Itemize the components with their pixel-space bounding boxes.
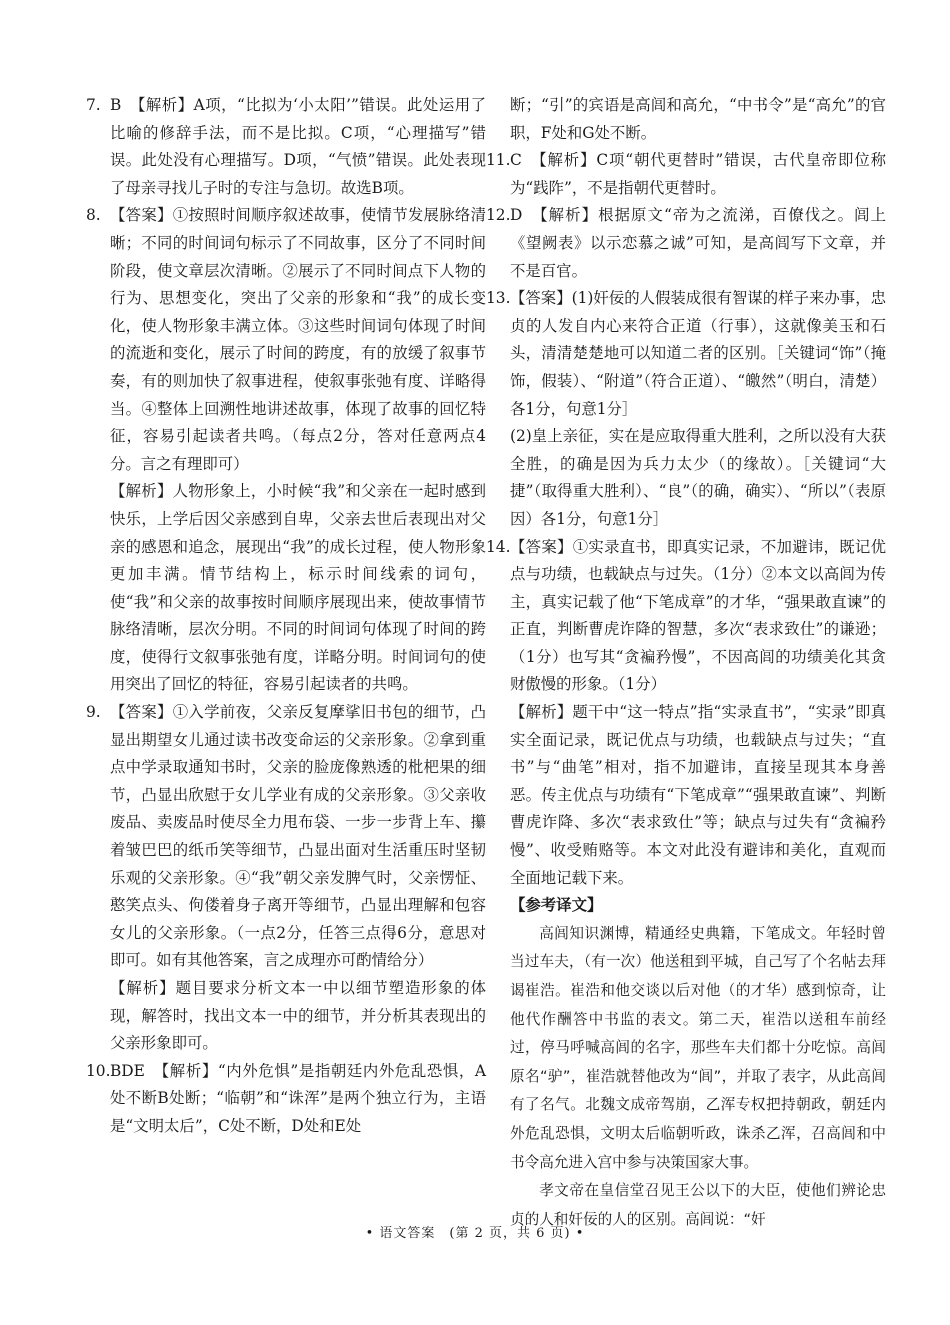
- question-number: 10.: [86, 1061, 111, 1080]
- answer-item: [486, 285, 886, 533]
- question-number: 14.: [486, 537, 511, 556]
- question-number: 9.: [86, 703, 101, 722]
- answer-paragraph: 断；“引”的宾语是高闾和高允，“中书令”是“高允”的官职，F处和G处不断。: [510, 96, 886, 142]
- answer-item: [486, 534, 886, 893]
- question-number: 11.: [486, 151, 511, 170]
- answer-item: [486, 147, 886, 202]
- answer-paragraph: B 【解析】A项，“比拟为‘小太阳’”错误。此处运用了比喻的修辞手法，而不是比拟。C项，“心理描写”错误。此处没有心理描写。D项，“气愤”错误。此处表现了母亲寻找儿子时的专注与急切。故选B项。: [110, 96, 486, 197]
- answer-paragraph: 【答案】①按照时间顺序叙述故事，使情节发展脉络清晰；不同的时间词句标示了不同故事，区分了不同时间阶段，使文章层次清晰。②展示了不同时间点下人物的行为、思想变化，突出了父亲的形象和“我”的成长变化，使人物形象丰满立体。③这些时间词句体现了时间的流逝和变化，展示了时间的跨度，有的放缓了叙事节奏，有的则加快了叙事进程，使叙事张弛有度、详略得当。④整体上回溯性地讲述故事，体现了故事的回忆特征，容易引起读者共鸣。（每点2分，答对任意两点4分。言之有理即可）: [110, 206, 486, 473]
- left-column: [86, 92, 486, 1141]
- answer-paragraph: 【答案】①入学前夜，父亲反复摩挲旧书包的细节，凸显出期望女儿通过读书改变命运的父亲形象。②拿到重点中学录取通知书时，父亲的脸庞像熟透的枇杷果的细节，凸显出欣慰于女儿学业有成的父亲形象。③父亲收废品、卖废品时使尽全力甩布袋、一步一步背上车、攥着皱巴巴的纸币笑等细节，凸显出面对生活重压时坚韧乐观的父亲形象。④“我”朝父亲发脾气时，父亲愣怔、憨笑点头、佝偻着身子离开等细节，凸显出理解和包容女儿的父亲形象。（一点2分，任答三点得6分，意思对即可。如有其他答案，言之成理亦可酌情给分）: [110, 703, 486, 970]
- translation-heading: 【参考译文】: [510, 896, 603, 915]
- answer-paragraph: 【答案】(1)奸佞的人假装成很有智谋的样子来办事，忠贞的人发自内心来符合正道（行事），这就像美玉和石头，清清楚楚地可以知道二者的区别。［关键词“饰”（掩饰，假装）、“附道”（符合正道）、“皦然”（明白，清楚）各1分，句意1分］: [510, 289, 886, 418]
- answer-paragraph: D 【解析】根据原文“帝为之流涕，百僚伐之。闾上《望阙表》以示恋慕之诚”可知，是高闾写下文章，并不是百官。: [510, 206, 886, 280]
- answer-item: [486, 202, 886, 285]
- page-footer: • 语文答案 (第 2 页，共 6 页) •: [365, 1226, 585, 1241]
- answer-paragraph: 【答案】①实录直书，即真实记录，不加避讳，既记优点与功绩，也载缺点与过失。（1分）②本文以高闾为传主，真实记载了他“下笔成章”的才华，“强果敢直谏”的正直，判断曹虎诈降的智慧，多次“表求致仕”的谦逊；（1分）也写其“贪褊矜慢”，不因高闾的功绩美化其贪财傲慢的形象。（1分）: [510, 537, 886, 694]
- translation-paragraph: 高闾知识渊博，精通经史典籍，下笔成文。年轻时曾当过车夫，（有一次）他送租到平城，自己写了个名帖去拜谒崔浩。崔浩和他交谈以后对他（的才华）感到惊奇，让他代作酬答中书监的表文。第二天，崔浩以送租车前经过，停马呼喊高闾的名字，那些车夫们都十分吃惊。高闾原名“驴”，崔浩就替他改为“闾”，并取了表字，从此高闾有了名气。北魏文成帝驾崩，乙浑专权把持朝政，朝廷内外危乱恐惧，文明太后临朝听政，诛杀乙浑，召高闾和中书令高允进入宫中参与决策国家大事。: [510, 924, 886, 1171]
- answer-item: [486, 92, 886, 147]
- answer-item: [86, 699, 486, 1058]
- question-number: 8.: [86, 206, 101, 225]
- answer-paragraph: 【解析】题干中“这一特点”指“实录直书”，“实录”即真实全面记录，既记优点与功绩，也载缺点与过失；“直书”与“曲笔”相对，指不加避讳，直接呈现其本身善恶。传主优点与功绩有“下笔成章”“强果敢直谏”、判断曹虎诈降、多次“表求致仕”等；缺点与过失有“贪褊矜慢”、收受贿赂等。本文对此没有避讳和美化，直观而全面地记载下来。: [510, 703, 886, 887]
- answer-item: [86, 202, 486, 699]
- answer-paragraph: 【解析】人物形象上，小时候“我”和父亲在一起时感到快乐，上学后因父亲感到自卑，父亲去世后表现出对父亲的感恩和追念，展现出“我”的成长过程，使人物形象更加丰满。情节结构上，标示时间线索的词句，使“我”和父亲的故事按时间顺序展现出来，使故事情节脉络清晰，层次分明。不同的时间词句体现了时间的跨度，使得行文叙事张弛有度，详略分明。时间词句的使用突出了回忆的特征，容易引起读者的共鸣。: [110, 482, 486, 694]
- answer-paragraph: 【解析】题目要求分析文本一中以细节塑造形象的体现，解答时，找出文本一中的细节，并分析其表现出的父亲形象即可。: [110, 979, 486, 1053]
- question-number: 12.: [486, 206, 511, 225]
- answer-paragraph: C 【解析】C项“朝代更替时”错误，古代皇帝即位称为“践阼”，不是指朝代更替时。: [510, 151, 886, 197]
- right-column: [486, 92, 886, 1234]
- answer-item: [86, 92, 486, 202]
- answer-item: [86, 1058, 486, 1141]
- answer-paragraph: (2)皇上亲征，实在是应取得重大胜利，之所以没有大获全胜，的确是因为兵力太少（的缘故）。［关键词“大捷”（取得重大胜利）、“良”（的确，确实）、“所以”（表原因）各1分，句意1分］: [510, 427, 886, 528]
- answer-paragraph: BDE 【解析】“内外危惧”是指朝廷内外危乱恐惧，A处不断B处断；“临朝”和“诛浑”是两个独立行为，主语是“文明太后”，C处不断，D处和E处: [110, 1061, 486, 1135]
- translation-paragraph: 孝文帝在皇信堂召见王公以下的大臣，使他们辨论忠贞的人和奸佞的人的区别。高闾说：“奸: [510, 1182, 886, 1228]
- question-number: 7.: [86, 96, 101, 114]
- question-number: 13.: [486, 289, 511, 308]
